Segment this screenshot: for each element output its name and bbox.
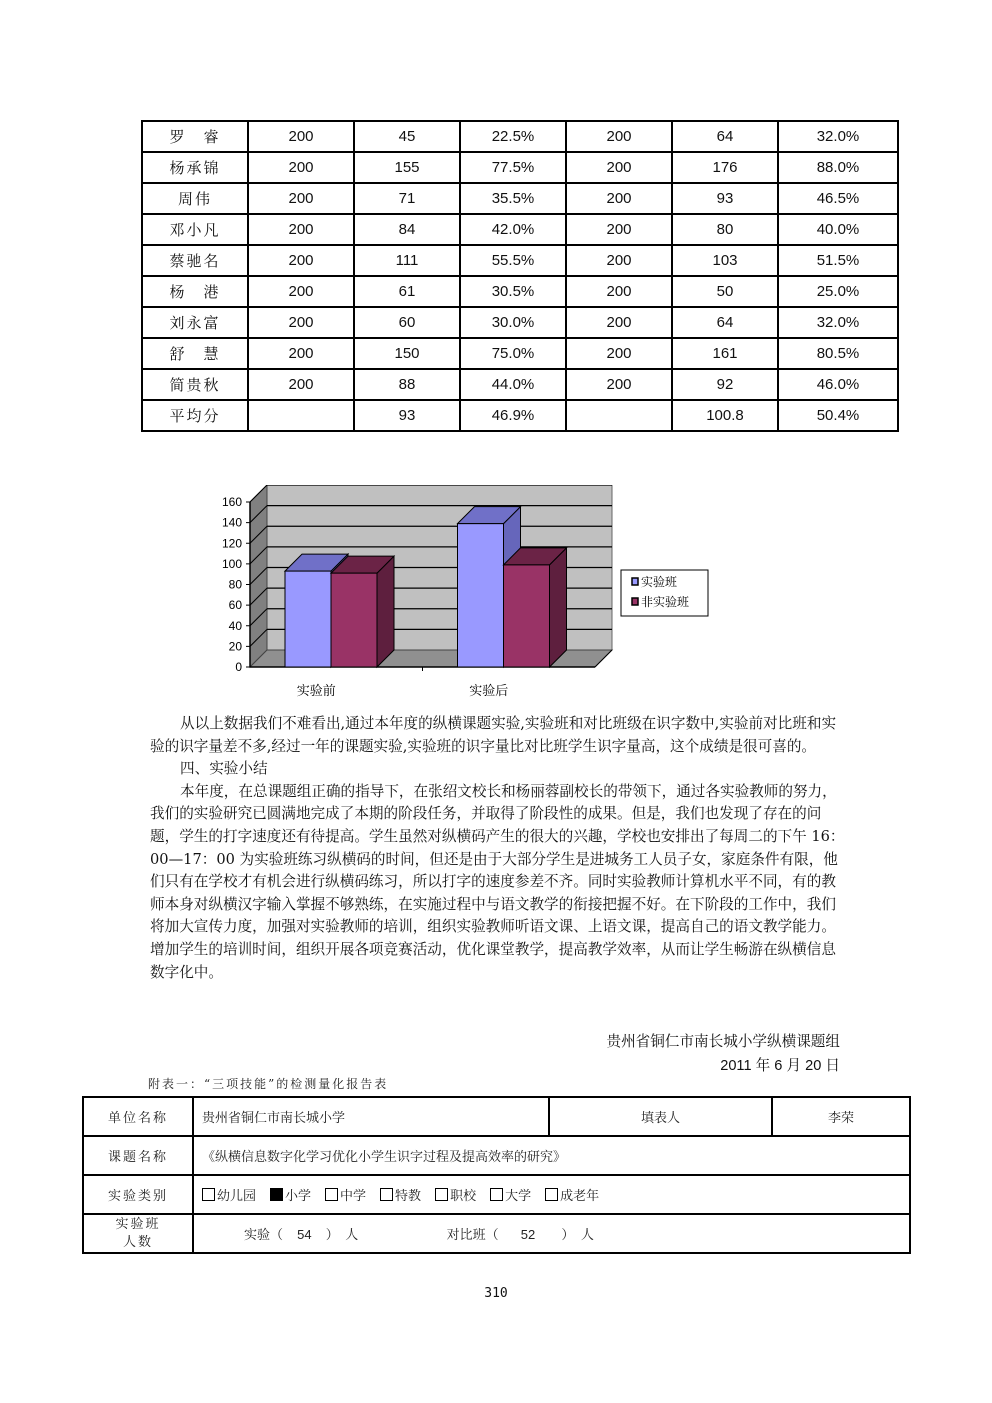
student-name: 罗 睿 <box>142 121 248 152</box>
form-caption: 附表一：“三项技能”的检测量化报告表 <box>148 1077 389 1091</box>
exp-suffix: ） 人 <box>325 1228 359 1243</box>
legend-label: 实验班 <box>641 575 678 589</box>
bar-experimental <box>458 524 504 667</box>
table-cell <box>566 400 672 431</box>
table-row <box>142 183 898 214</box>
category-label: 实验类别 <box>83 1175 193 1214</box>
table-cell: 155 <box>354 152 460 183</box>
signature-org: 贵州省铜仁市南长城小学纵横课题组 <box>606 1033 840 1050</box>
table-cell: 75.0% <box>460 338 566 369</box>
category-option[interactable] <box>545 1189 599 1204</box>
table-cell: 80 <box>672 214 778 245</box>
category-options <box>193 1175 910 1214</box>
table-cell: 200 <box>566 214 672 245</box>
table-cell: 51.5% <box>778 245 898 276</box>
category-option[interactable] <box>380 1189 421 1204</box>
table-cell: 80.5% <box>778 338 898 369</box>
page-number: 310 <box>484 1286 508 1301</box>
table-cell: 176 <box>672 152 778 183</box>
y-tick-label: 80 <box>228 577 242 592</box>
table-cell: 200 <box>248 307 354 338</box>
category-option-label: 小学 <box>285 1189 312 1204</box>
paragraph-conclusion: 从以上数据我们不难看出,通过本年度的纵横课题实验,实验班和对比班级在识字数中,实验前对比班和实验的识字量差不多,经过一年的课题实验,实验班的识字量比对比班学生识字量高，这个成绩是很可喜的。 <box>150 715 837 755</box>
student-name: 刘永富 <box>142 307 248 338</box>
student-name: 蔡驰名 <box>142 245 248 276</box>
table-cell: 64 <box>672 121 778 152</box>
table-cell: 93 <box>354 400 460 431</box>
table-cell: 30.5% <box>460 276 566 307</box>
category-option[interactable] <box>490 1189 531 1204</box>
signature-date: 2011 年 6 月 20 日 <box>720 1058 840 1074</box>
table-cell: 200 <box>566 276 672 307</box>
table-cell: 200 <box>248 276 354 307</box>
legend-swatch <box>632 598 638 605</box>
student-name: 平均分 <box>142 400 248 431</box>
table-cell: 71 <box>354 183 460 214</box>
table-cell: 40.0% <box>778 214 898 245</box>
table-cell: 200 <box>248 338 354 369</box>
y-tick-label: 160 <box>221 495 242 509</box>
table-row <box>142 245 898 276</box>
table-cell: 22.5% <box>460 121 566 152</box>
table-cell: 60 <box>354 307 460 338</box>
filler-value: 李荣 <box>772 1097 910 1136</box>
checkbox-checked-icon[interactable] <box>270 1188 283 1201</box>
category-option[interactable] <box>325 1189 366 1204</box>
topic-value: 《纵横信息数字化学习优化小学生识字过程及提高效率的研究》 <box>193 1136 910 1175</box>
table-cell: 200 <box>248 214 354 245</box>
table-cell: 84 <box>354 214 460 245</box>
table-cell: 100.8 <box>672 400 778 431</box>
table-cell: 46.5% <box>778 183 898 214</box>
table-cell: 25.0% <box>778 276 898 307</box>
table-cell: 32.0% <box>778 121 898 152</box>
ctrl-count: 52 <box>520 1227 536 1242</box>
table-cell: 103 <box>672 245 778 276</box>
section-heading: 四、实验小结 <box>180 760 268 778</box>
table-cell: 50 <box>672 276 778 307</box>
table-cell: 77.5% <box>460 152 566 183</box>
table-row <box>142 400 898 431</box>
table-cell: 61 <box>354 276 460 307</box>
table-cell: 200 <box>248 183 354 214</box>
category-option-label: 幼儿园 <box>217 1189 257 1204</box>
table-row <box>142 214 898 245</box>
table-cell: 200 <box>566 245 672 276</box>
table-cell: 35.5% <box>460 183 566 214</box>
category-option-label: 中学 <box>340 1189 367 1204</box>
student-name: 杨 港 <box>142 276 248 307</box>
table-cell: 42.0% <box>460 214 566 245</box>
table-cell: 161 <box>672 338 778 369</box>
student-name: 邓小凡 <box>142 214 248 245</box>
table-row <box>142 338 898 369</box>
exp-count: 54 <box>297 1227 312 1242</box>
count-label-line1: 实验班 <box>115 1216 161 1232</box>
table-row <box>142 307 898 338</box>
legend-label: 非实验班 <box>641 595 690 609</box>
count-label-line2: 人数 <box>122 1234 153 1250</box>
bar-control <box>331 573 377 667</box>
bar-side <box>550 548 567 667</box>
table-cell: 200 <box>566 338 672 369</box>
table-cell: 200 <box>566 307 672 338</box>
table-cell: 200 <box>566 183 672 214</box>
table-cell: 46.9% <box>460 400 566 431</box>
table-row <box>142 276 898 307</box>
table-cell: 200 <box>248 121 354 152</box>
table-cell: 88 <box>354 369 460 400</box>
checkbox-empty-icon[interactable] <box>380 1188 393 1201</box>
checkbox-empty-icon[interactable] <box>325 1188 338 1201</box>
category-option-label: 职校 <box>450 1189 477 1204</box>
table-cell <box>248 400 354 431</box>
table-cell: 64 <box>672 307 778 338</box>
count-values <box>193 1214 910 1253</box>
exp-prefix: 实验（ <box>244 1228 284 1243</box>
ctrl-prefix: 对比班（ <box>446 1228 499 1243</box>
legend-swatch <box>632 578 638 585</box>
topic-label: 课题名称 <box>83 1136 193 1175</box>
category-option[interactable] <box>270 1189 311 1204</box>
report-form <box>82 1096 911 1254</box>
x-tick-label: 实验后 <box>469 684 509 699</box>
checkbox-empty-icon[interactable] <box>545 1188 558 1201</box>
table-cell: 50.4% <box>778 400 898 431</box>
table-cell: 30.0% <box>460 307 566 338</box>
y-tick-label: 100 <box>221 556 242 571</box>
unit-label: 单位名称 <box>83 1097 193 1136</box>
table-row <box>142 369 898 400</box>
y-tick-label: 120 <box>221 536 242 551</box>
table-cell: 200 <box>248 152 354 183</box>
table-cell: 93 <box>672 183 778 214</box>
filler-label: 填表人 <box>549 1097 772 1136</box>
table-row <box>142 121 898 152</box>
category-option-label: 大学 <box>505 1189 532 1204</box>
paragraph-summary: 本年度，在总课题组正确的指导下，在张绍文校长和杨丽蓉副校长的带领下，通过各实验教师的努力，我们的实验研究已圆满地完成了本期的阶段任务，并取得了阶段性的成果。但是，我们也发现了存在的问题，学生的打字速度还有待提高。学生虽然对纵横码产生的很大的兴趣，学校也安排出了每周二的下午 16：00—17：00 为实验班练习纵横码的时间，但还是由于大部分学生是进城务工人员子女，家庭条件有限，他们只有在学校才有机会进行纵横码练习，所以打字的速度参差不齐。同时实验教师计算机水平不同，有的教师本身对纵横汉字输入掌握不够熟练，在实施过程中与语文教学的衔接把握不好。在下阶段的工作中，我们将加大宣传力度，加强对实验教师的培训，组织实验教师听语文课、上语文课，提高自己的语文教学能力。增加学生的培训时间，组织开展各项竞赛活动，优化课堂教学，提高教学效率，从而让学生畅游在纵横信息数字化中。 <box>150 782 845 981</box>
ctrl-suffix: ） 人 <box>561 1228 594 1243</box>
body-text <box>150 713 850 984</box>
unit-value: 贵州省铜仁市南长城小学 <box>193 1097 549 1136</box>
y-tick-label: 0 <box>235 660 242 674</box>
table-cell: 45 <box>354 121 460 152</box>
y-tick-label: 60 <box>228 598 242 613</box>
category-option[interactable] <box>202 1189 256 1204</box>
category-option[interactable] <box>435 1189 476 1204</box>
y-tick-label: 20 <box>228 639 242 654</box>
bar-side <box>377 556 394 667</box>
table-row <box>142 152 898 183</box>
table-cell: 150 <box>354 338 460 369</box>
table-cell: 88.0% <box>778 152 898 183</box>
student-name: 简贵秋 <box>142 369 248 400</box>
table-cell: 92 <box>672 369 778 400</box>
y-tick-label: 40 <box>228 618 242 633</box>
checkbox-empty-icon[interactable] <box>202 1188 215 1201</box>
score-table <box>141 120 899 432</box>
table-cell: 46.0% <box>778 369 898 400</box>
student-name: 舒 慧 <box>142 338 248 369</box>
bar-experimental <box>285 571 331 667</box>
table-cell: 200 <box>566 152 672 183</box>
x-tick-label: 实验前 <box>296 684 336 699</box>
table-cell: 200 <box>248 245 354 276</box>
bar-control <box>504 565 550 667</box>
table-cell: 32.0% <box>778 307 898 338</box>
table-cell: 200 <box>566 369 672 400</box>
checkbox-empty-icon[interactable] <box>435 1188 448 1201</box>
table-cell: 44.0% <box>460 369 566 400</box>
student-name: 杨承锦 <box>142 152 248 183</box>
bar-chart <box>200 485 720 705</box>
table-cell: 111 <box>354 245 460 276</box>
y-tick-label: 140 <box>221 515 242 530</box>
table-cell: 200 <box>566 121 672 152</box>
student-name: 周伟 <box>142 183 248 214</box>
category-option-label: 成老年 <box>560 1189 600 1204</box>
category-option-label: 特教 <box>395 1189 422 1204</box>
checkbox-empty-icon[interactable] <box>490 1188 503 1201</box>
count-label <box>83 1214 193 1253</box>
table-cell: 200 <box>248 369 354 400</box>
table-cell: 55.5% <box>460 245 566 276</box>
